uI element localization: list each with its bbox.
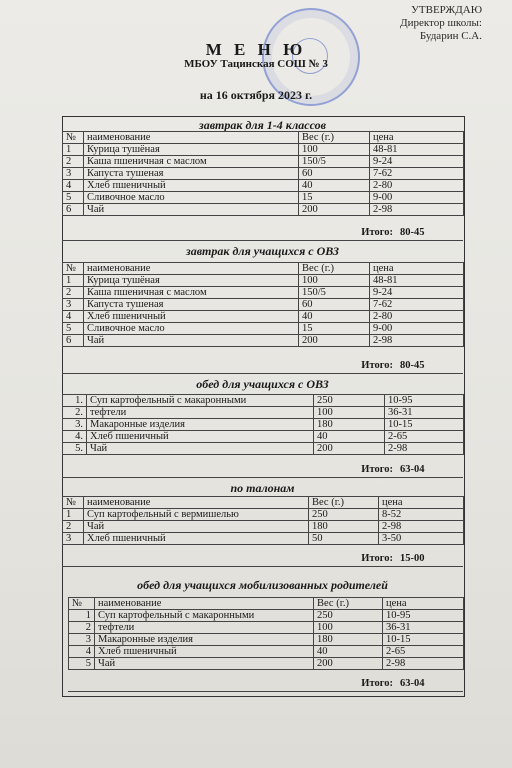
table-row	[63, 395, 464, 407]
cell: 2-98	[370, 204, 464, 216]
cell: Хлеб пшеничный	[84, 311, 299, 323]
total-label: Итого:	[361, 678, 393, 689]
table-header-row	[69, 598, 464, 610]
cell: 6	[63, 335, 84, 347]
cell: 2-80	[370, 311, 464, 323]
cell: 4	[63, 311, 84, 323]
cell: 2-65	[383, 646, 464, 658]
cell: Хлеб пшеничный	[84, 533, 309, 545]
table-row	[63, 192, 464, 204]
table-row	[63, 407, 464, 419]
total-row-5	[68, 677, 463, 692]
cell: 1	[63, 144, 84, 156]
cell: 50	[309, 533, 379, 545]
col-weight: Вес (г.)	[314, 598, 383, 610]
total-row-1	[62, 226, 463, 241]
cell: 2	[63, 287, 84, 299]
cell: 5	[69, 658, 95, 670]
cell: Макаронные изделия	[95, 634, 314, 646]
cell: 48-81	[370, 275, 464, 287]
cell: 9-24	[370, 287, 464, 299]
cell: 15	[299, 192, 370, 204]
cell: 1.	[63, 395, 87, 407]
cell: 5.	[63, 443, 87, 455]
table-row	[69, 646, 464, 658]
cell: Чай	[84, 204, 299, 216]
total-row-2	[62, 359, 463, 374]
table-row	[69, 634, 464, 646]
cell: 9-00	[370, 323, 464, 335]
col-number: №	[63, 132, 84, 144]
col-name: наименование	[84, 263, 299, 275]
cell: Чай	[84, 335, 299, 347]
cell: 2-98	[379, 521, 464, 533]
cell: 10-15	[383, 634, 464, 646]
cell: 4	[63, 180, 84, 192]
table-header-row	[63, 263, 464, 275]
cell: тефтели	[95, 622, 314, 634]
cell: 3	[63, 168, 84, 180]
approval-block	[400, 4, 482, 43]
cell: Сливочное масло	[84, 192, 299, 204]
cell: 40	[314, 646, 383, 658]
col-price: цена	[370, 263, 464, 275]
table-row	[63, 335, 464, 347]
cell: 1	[63, 509, 84, 521]
table-row	[63, 275, 464, 287]
table-row	[63, 443, 464, 455]
menu-date: на 16 октября 2023 г.	[199, 88, 313, 102]
cell: 40	[299, 311, 370, 323]
col-number: №	[69, 598, 95, 610]
section-title-2: завтрак для учащихся с ОВЗ	[186, 244, 339, 258]
cell: 200	[299, 335, 370, 347]
school-name: МБОУ Тацинская СОШ № 3	[184, 58, 328, 70]
table-header-row	[63, 132, 464, 144]
cell: Хлеб пшеничный	[95, 646, 314, 658]
cell: 2-98	[385, 443, 464, 455]
page-title: М Е Н Ю	[205, 40, 307, 59]
cell: Хлеб пшеничный	[87, 431, 314, 443]
cell: 180	[314, 634, 383, 646]
col-weight: Вес (г.)	[299, 263, 370, 275]
cell: 3	[69, 634, 95, 646]
total-label: Итого:	[361, 464, 393, 475]
section-title-5: обед для учащихся мобилизованных родителей	[137, 578, 388, 592]
cell: Капуста тушеная	[84, 299, 299, 311]
cell: 7-62	[370, 168, 464, 180]
total-label: Итого:	[361, 360, 393, 371]
cell: 100	[314, 407, 385, 419]
col-name: наименование	[95, 598, 314, 610]
approval-label: УТВЕРЖДАЮ	[411, 4, 482, 16]
cell: 6	[63, 204, 84, 216]
col-price: цена	[383, 598, 464, 610]
table-row	[69, 622, 464, 634]
menu-table-2	[62, 262, 464, 347]
cell: 7-62	[370, 299, 464, 311]
cell: 1	[63, 275, 84, 287]
approval-position: Директор школы:	[400, 17, 482, 29]
cell: 150/5	[299, 287, 370, 299]
cell: 100	[299, 275, 370, 287]
table-row	[63, 431, 464, 443]
cell: тефтели	[87, 407, 314, 419]
cell: 2	[63, 156, 84, 168]
cell: 100	[314, 622, 383, 634]
cell: 3	[63, 533, 84, 545]
cell: 2-98	[370, 335, 464, 347]
menu-table-1	[62, 131, 464, 216]
cell: 15	[299, 323, 370, 335]
cell: 1	[69, 610, 95, 622]
cell: Чай	[95, 658, 314, 670]
cell: 150/5	[299, 156, 370, 168]
total-value: 80-45	[400, 360, 425, 371]
cell: 9-24	[370, 156, 464, 168]
table-row	[63, 204, 464, 216]
section-title-4: по талонам	[230, 481, 295, 495]
cell: Чай	[87, 443, 314, 455]
cell: 5	[63, 323, 84, 335]
table-row	[63, 144, 464, 156]
cell: Каша пшеничная с маслом	[84, 156, 299, 168]
cell: 2	[69, 622, 95, 634]
approval-name: Бударин С.А.	[419, 30, 482, 42]
col-name: наименование	[84, 132, 299, 144]
total-value: 80-45	[400, 227, 425, 238]
cell: Суп картофельный с макаронными	[87, 395, 314, 407]
table-row	[63, 323, 464, 335]
cell: 36-31	[385, 407, 464, 419]
col-price: цена	[379, 497, 464, 509]
cell: 48-81	[370, 144, 464, 156]
table-row	[63, 156, 464, 168]
total-row-3	[62, 463, 463, 478]
cell: 10-95	[385, 395, 464, 407]
cell: 3.	[63, 419, 87, 431]
table-header-row	[63, 497, 464, 509]
cell: Капуста тушеная	[84, 168, 299, 180]
table-row	[63, 419, 464, 431]
table-row	[63, 521, 464, 533]
cell: Суп картофельный с вермишелью	[84, 509, 309, 521]
menu-table-3	[62, 394, 464, 455]
cell: Суп картофельный с макаронными	[95, 610, 314, 622]
table-row	[69, 610, 464, 622]
cell: Макаронные изделия	[87, 419, 314, 431]
table-row	[63, 287, 464, 299]
cell: 2.	[63, 407, 87, 419]
col-number: №	[63, 263, 84, 275]
cell: 250	[314, 610, 383, 622]
cell: 2-65	[385, 431, 464, 443]
cell: 10-15	[385, 419, 464, 431]
col-name: наименование	[84, 497, 309, 509]
table-row	[63, 168, 464, 180]
table-row	[69, 658, 464, 670]
col-number: №	[63, 497, 84, 509]
cell: 2	[63, 521, 84, 533]
table-row	[63, 299, 464, 311]
menu-table-4	[62, 496, 464, 545]
cell: Чай	[84, 521, 309, 533]
cell: 200	[299, 204, 370, 216]
total-row-4	[62, 552, 463, 567]
cell: Курица тушёная	[84, 275, 299, 287]
cell: 250	[314, 395, 385, 407]
section-title-3: обед для учащихся с ОВЗ	[196, 377, 329, 391]
cell: 200	[314, 443, 385, 455]
cell: 250	[309, 509, 379, 521]
cell: 100	[299, 144, 370, 156]
cell: 2-80	[370, 180, 464, 192]
table-row	[63, 311, 464, 323]
cell: 9-00	[370, 192, 464, 204]
col-weight: Вес (г.)	[309, 497, 379, 509]
cell: 40	[299, 180, 370, 192]
cell: 36-31	[383, 622, 464, 634]
total-value: 15-00	[400, 553, 425, 564]
total-label: Итого:	[361, 553, 393, 564]
cell: 3-50	[379, 533, 464, 545]
cell: Сливочное масло	[84, 323, 299, 335]
table-row	[63, 533, 464, 545]
cell: 200	[314, 658, 383, 670]
cell: 40	[314, 431, 385, 443]
cell: 60	[299, 168, 370, 180]
table-row	[63, 509, 464, 521]
col-weight: Вес (г.)	[299, 132, 370, 144]
cell: 4.	[63, 431, 87, 443]
cell: 10-95	[383, 610, 464, 622]
section-title-1: завтрак для 1-4 классов	[199, 118, 326, 132]
cell: 8-52	[379, 509, 464, 521]
total-value: 63-04	[400, 678, 425, 689]
cell: 3	[63, 299, 84, 311]
menu-table-5	[68, 597, 464, 670]
cell: 180	[314, 419, 385, 431]
total-label: Итого:	[361, 227, 393, 238]
total-value: 63-04	[400, 464, 425, 475]
cell: 4	[69, 646, 95, 658]
cell: Каша пшеничная с маслом	[84, 287, 299, 299]
cell: 5	[63, 192, 84, 204]
table-row	[63, 180, 464, 192]
cell: 60	[299, 299, 370, 311]
cell: Хлеб пшеничный	[84, 180, 299, 192]
cell: 2-98	[383, 658, 464, 670]
col-price: цена	[370, 132, 464, 144]
cell: Курица тушёная	[84, 144, 299, 156]
cell: 180	[309, 521, 379, 533]
